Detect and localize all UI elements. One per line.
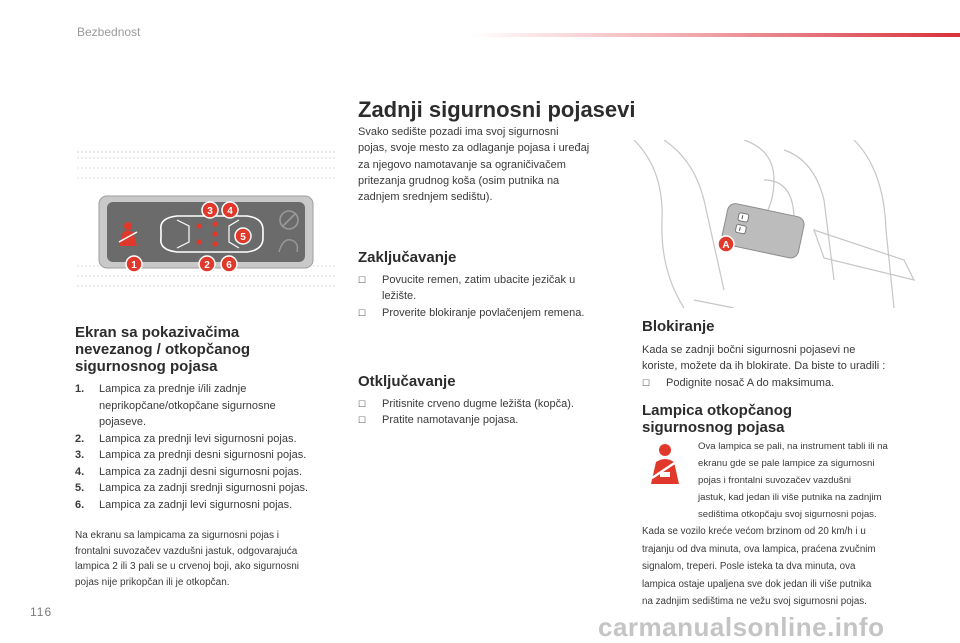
bullet-icon: ☐ — [642, 377, 651, 388]
header-accent-line — [470, 33, 960, 37]
unbuckled-lamp-note: Kada se vozilo kreće većom brzinom od 20 km/h i u trajanju od dva minuta, ova lampica, praćena zvučnim signalom, treperi. Posle isteka ta dva minuta, ova lampica ostaje upaljena sve dok jedan ili više putnika na zadnjim sedištima ne vežu svoj sigurnosni pojas. — [642, 526, 876, 607]
bullet-icon: ☐ — [358, 275, 367, 285]
intro-line: zadnjem srednjem sedištu). — [358, 191, 493, 204]
bullet-icon: ☐ — [358, 307, 367, 318]
intro-line: Svako sedište pozadi ima svoj sigurnosni — [358, 126, 559, 138]
list-item: 5. Lampica za zadnji srednji sigurnosni pojas. — [75, 482, 309, 494]
unlocking-title: Otključavanje — [358, 373, 456, 390]
list-item: ☐ Povucite remen, zatim ubacite jezičak u ležište. — [358, 274, 576, 303]
badge-6: 6 — [226, 260, 232, 271]
seatbelt-display-illustration — [77, 148, 335, 290]
unlocking-list — [358, 396, 628, 429]
section-title: Bezbednost — [77, 25, 141, 39]
display-panel-note: Na ekranu sa lampicama za sigurnosni pojas i frontalni suvozačev vazdušni jastuk, odgovarajuća lampica 2 ili 3 pali se u crvenoj boji, ako sigurnosni pojas nije prikopčan ili je otkopčan. — [75, 530, 300, 588]
intro-line: pojas, svoje mesto za odlaganje pojasa i uređaj — [358, 142, 590, 155]
list-item: 3. Lampica za prednji desni sigurnosni pojas. — [75, 449, 307, 461]
badge-2: 2 — [204, 260, 210, 271]
badge-1: 1 — [131, 260, 137, 271]
bullet-icon: ☐ — [358, 415, 367, 426]
rear-seat-illustration — [624, 140, 924, 308]
list-item: ☐ Pratite namotavanje pojasa. — [358, 412, 628, 428]
blocking-title: Blokiranje — [642, 318, 715, 335]
intro-line: pritezanja grudnog koša (osim putnika na — [358, 174, 560, 187]
badge-4: 4 — [227, 206, 233, 217]
page-number: 116 — [30, 605, 53, 619]
list-item: 1. Lampica za prednje i/ili zadnje neprikopčane/otkopčane sigurnosne pojaseve. — [75, 383, 276, 428]
list-item: ☐ Podignite nosač A do maksimuma. — [642, 375, 917, 391]
list-item: 6. Lampica za zadnji levi sigurnosni pojas. — [75, 498, 293, 511]
label-a: A — [722, 240, 730, 251]
page-title: Zadnji sigurnosni pojasevi — [358, 97, 636, 122]
blocking-text: Kada se zadnji bočni sigurnosni pojasevi ne koriste, možete da ih blokirate. Da biste to uradili : ☐ Podignite nosač A do maksimuma. — [642, 342, 917, 391]
list-item: ☐ Proverite blokiranje povlačenjem remena. — [358, 305, 628, 321]
unbuckled-lamp-title: Lampica otkopčanog sigurnosnog pojasa — [642, 402, 793, 436]
intro-line: za njegovo namotavanje sa ograničivačem — [358, 158, 566, 171]
bullet-icon: ☐ — [358, 399, 367, 409]
unbuckled-lamp-desc: Ova lampica se pali, na instrument tabli ili na ekranu gde se pale lampice za sigurnosni pojas i frontalni suvozačev vazdušni jastuk, kad jedan ili više putnika na zadnjim sedištima otkopčaju svoj sigurnosni pojas. — [698, 441, 888, 520]
seatbelt-warning-icon — [646, 442, 684, 486]
watermark: carmanualsonline.info — [598, 612, 885, 642]
locking-list — [358, 272, 628, 321]
badge-5: 5 — [240, 232, 246, 243]
badge-3: 3 — [207, 206, 213, 217]
list-item: 4. Lampica za zadnji desni sigurnosni pojas. — [75, 465, 303, 478]
lamp-list — [75, 381, 345, 513]
list-item: ☐ Pritisnite crveno dugme ležišta (kopča). — [358, 396, 628, 412]
locking-title: Zaključavanje — [358, 249, 457, 266]
intro-paragraph — [358, 124, 628, 205]
display-panel-title: Ekran sa pokazivačima nevezanog / otkopčanog sigurnosnog pojasa — [75, 324, 251, 375]
list-item: 2. Lampica za prednji levi sigurnosni pojas. — [75, 432, 297, 445]
